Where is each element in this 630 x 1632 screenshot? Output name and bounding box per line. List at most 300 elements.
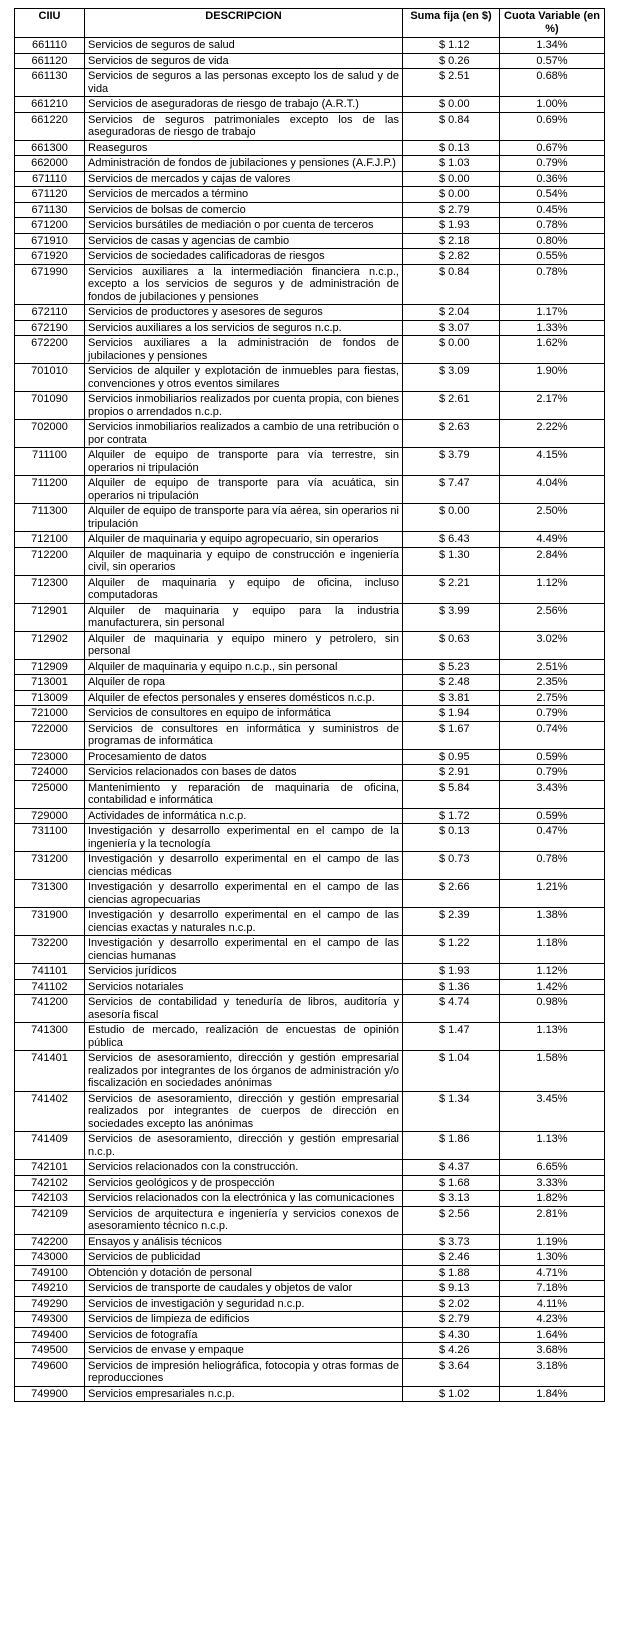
description-cell: Alquiler de ropa	[85, 675, 403, 691]
ciiu-code-cell: 741300	[15, 1023, 85, 1051]
suma-fija-cell: $ 0.84	[403, 264, 500, 305]
ciiu-code-cell: 672200	[15, 336, 85, 364]
table-row	[15, 1327, 605, 1343]
suma-fija-cell: $ 1.93	[403, 218, 500, 234]
ciiu-code-cell: 731300	[15, 880, 85, 908]
ciiu-code-cell: 741101	[15, 964, 85, 980]
table-row	[15, 1132, 605, 1160]
ciiu-code-cell: 712300	[15, 575, 85, 603]
table-row	[15, 156, 605, 172]
ciiu-code-cell: 713001	[15, 675, 85, 691]
ciiu-code-cell: 662000	[15, 156, 85, 172]
cuota-variable-cell: 4.15%	[500, 448, 605, 476]
cuota-variable-cell: 2.56%	[500, 603, 605, 631]
table-row	[15, 1312, 605, 1328]
ciiu-code-cell: 712909	[15, 659, 85, 675]
cuota-variable-cell: 0.78%	[500, 852, 605, 880]
table-row	[15, 964, 605, 980]
description-cell: Investigación y desarrollo experimental en el campo de las ciencias humanas	[85, 936, 403, 964]
description-cell: Servicios de bolsas de comercio	[85, 202, 403, 218]
description-cell: Servicios de arquitectura e ingeniería y servicios conexos de asesoramiento técnico n.c.p.	[85, 1206, 403, 1234]
description-cell: Estudio de mercado, realización de encuestas de opinión pública	[85, 1023, 403, 1051]
suma-fija-cell: $ 2.61	[403, 392, 500, 420]
description-cell: Reaseguros	[85, 140, 403, 156]
suma-fija-cell: $ 3.64	[403, 1358, 500, 1386]
rate-table	[14, 8, 605, 1402]
ciiu-code-cell: 701010	[15, 364, 85, 392]
cuota-variable-cell: 1.84%	[500, 1386, 605, 1402]
suma-fija-cell: $ 0.00	[403, 504, 500, 532]
cuota-variable-cell: 0.57%	[500, 53, 605, 69]
cuota-variable-cell: 0.79%	[500, 156, 605, 172]
suma-fija-cell: $ 4.26	[403, 1343, 500, 1359]
description-cell: Investigación y desarrollo experimental en el campo de las ciencias agropecuarias	[85, 880, 403, 908]
description-cell: Servicios de consultores en informática y suministros de programas de informática	[85, 721, 403, 749]
description-cell: Servicios de alquiler y explotación de inmuebles para fiestas, convenciones y otros eventos similares	[85, 364, 403, 392]
description-cell: Servicios notariales	[85, 979, 403, 995]
ciiu-code-cell: 702000	[15, 420, 85, 448]
table-row	[15, 749, 605, 765]
suma-fija-cell: $ 1.86	[403, 1132, 500, 1160]
table-header-row	[15, 9, 605, 38]
cuota-variable-cell: 1.58%	[500, 1051, 605, 1092]
table-row	[15, 218, 605, 234]
cuota-variable-cell: 0.80%	[500, 233, 605, 249]
description-cell: Alquiler de equipo de transporte para vía terrestre, sin operarios ni tripulación	[85, 448, 403, 476]
cuota-variable-cell: 0.36%	[500, 171, 605, 187]
table-row	[15, 675, 605, 691]
ciiu-code-cell: 672110	[15, 305, 85, 321]
suma-fija-cell: $ 2.46	[403, 1250, 500, 1266]
suma-fija-cell: $ 0.13	[403, 824, 500, 852]
ciiu-code-cell: 742102	[15, 1175, 85, 1191]
ciiu-code-cell: 661300	[15, 140, 85, 156]
description-cell: Servicios de aseguradoras de riesgo de trabajo (A.R.T.)	[85, 97, 403, 113]
description-cell: Administración de fondos de jubilaciones y pensiones (A.F.J.P.)	[85, 156, 403, 172]
cuota-variable-cell: 0.68%	[500, 69, 605, 97]
cuota-variable-cell: 1.12%	[500, 964, 605, 980]
cuota-variable-cell: 2.84%	[500, 547, 605, 575]
cuota-variable-cell: 3.02%	[500, 631, 605, 659]
suma-fija-cell: $ 1.93	[403, 964, 500, 980]
table-row	[15, 187, 605, 203]
description-cell: Investigación y desarrollo experimental en el campo de las ciencias médicas	[85, 852, 403, 880]
suma-fija-cell: $ 0.63	[403, 631, 500, 659]
description-cell: Servicios empresariales n.c.p.	[85, 1386, 403, 1402]
cuota-variable-cell: 1.90%	[500, 364, 605, 392]
description-cell: Servicios relacionados con la electrónica y las comunicaciones	[85, 1191, 403, 1207]
ciiu-code-cell: 741401	[15, 1051, 85, 1092]
table-row	[15, 880, 605, 908]
description-cell: Servicios relacionados con la construcción.	[85, 1160, 403, 1176]
cuota-variable-cell: 2.50%	[500, 504, 605, 532]
cuota-variable-cell: 0.47%	[500, 824, 605, 852]
table-row	[15, 504, 605, 532]
suma-fija-cell: $ 1.02	[403, 1386, 500, 1402]
suma-fija-cell: $ 3.79	[403, 448, 500, 476]
ciiu-code-cell: 671110	[15, 171, 85, 187]
table-row	[15, 808, 605, 824]
suma-fija-cell: $ 1.36	[403, 979, 500, 995]
cuota-variable-cell: 1.82%	[500, 1191, 605, 1207]
cuota-variable-cell: 1.19%	[500, 1234, 605, 1250]
ciiu-code-cell: 749210	[15, 1281, 85, 1297]
description-cell: Servicios de asesoramiento, dirección y gestión empresarial n.c.p.	[85, 1132, 403, 1160]
suma-fija-cell: $ 5.23	[403, 659, 500, 675]
description-cell: Investigación y desarrollo experimental en el campo de la ingeniería y la tecnología	[85, 824, 403, 852]
suma-fija-cell: $ 3.81	[403, 690, 500, 706]
ciiu-code-cell: 725000	[15, 780, 85, 808]
table-row	[15, 202, 605, 218]
table-row	[15, 824, 605, 852]
description-cell: Actividades de informática n.c.p.	[85, 808, 403, 824]
ciiu-code-cell: 671990	[15, 264, 85, 305]
table-row	[15, 264, 605, 305]
table-row	[15, 852, 605, 880]
table-row	[15, 690, 605, 706]
ciiu-code-cell: 743000	[15, 1250, 85, 1266]
header-suma-fija: Suma fija (en $)	[403, 9, 500, 38]
table-row	[15, 1023, 605, 1051]
description-cell: Servicios auxiliares a los servicios de seguros n.c.p.	[85, 320, 403, 336]
description-cell: Servicios de productores y asesores de seguros	[85, 305, 403, 321]
ciiu-code-cell: 671920	[15, 249, 85, 265]
cuota-variable-cell: 4.23%	[500, 1312, 605, 1328]
table-row	[15, 936, 605, 964]
description-cell: Procesamiento de datos	[85, 749, 403, 765]
suma-fija-cell: $ 2.79	[403, 1312, 500, 1328]
ciiu-code-cell: 732200	[15, 936, 85, 964]
table-row	[15, 908, 605, 936]
ciiu-code-cell: 741402	[15, 1091, 85, 1132]
ciiu-code-cell: 742103	[15, 1191, 85, 1207]
description-cell: Alquiler de maquinaria y equipo agropecuario, sin operarios	[85, 532, 403, 548]
suma-fija-cell: $ 2.18	[403, 233, 500, 249]
cuota-variable-cell: 0.79%	[500, 706, 605, 722]
description-cell: Servicios de impresión heliográfica, fotocopia y otras formas de reproducciones	[85, 1358, 403, 1386]
table-row	[15, 38, 605, 54]
ciiu-code-cell: 711300	[15, 504, 85, 532]
table-row	[15, 171, 605, 187]
cuota-variable-cell: 0.79%	[500, 765, 605, 781]
cuota-variable-cell: 4.04%	[500, 476, 605, 504]
table-row	[15, 305, 605, 321]
ciiu-code-cell: 749500	[15, 1343, 85, 1359]
suma-fija-cell: $ 3.73	[403, 1234, 500, 1250]
suma-fija-cell: $ 2.66	[403, 880, 500, 908]
cuota-variable-cell: 1.33%	[500, 320, 605, 336]
ciiu-code-cell: 671130	[15, 202, 85, 218]
table-body	[15, 38, 605, 1402]
ciiu-code-cell: 721000	[15, 706, 85, 722]
table-row	[15, 1206, 605, 1234]
suma-fija-cell: $ 1.22	[403, 936, 500, 964]
ciiu-code-cell: 731200	[15, 852, 85, 880]
description-cell: Alquiler de equipo de transporte para vía acuática, sin operarios ni tripulación	[85, 476, 403, 504]
description-cell: Servicios de mercados y cajas de valores	[85, 171, 403, 187]
table-row	[15, 575, 605, 603]
suma-fija-cell: $ 2.02	[403, 1296, 500, 1312]
description-cell: Servicios de limpieza de edificios	[85, 1312, 403, 1328]
ciiu-code-cell: 671910	[15, 233, 85, 249]
description-cell: Ensayos y análisis técnicos	[85, 1234, 403, 1250]
suma-fija-cell: $ 1.30	[403, 547, 500, 575]
table-row	[15, 320, 605, 336]
suma-fija-cell: $ 3.13	[403, 1191, 500, 1207]
suma-fija-cell: $ 2.82	[403, 249, 500, 265]
cuota-variable-cell: 0.54%	[500, 187, 605, 203]
ciiu-code-cell: 672190	[15, 320, 85, 336]
cuota-variable-cell: 2.75%	[500, 690, 605, 706]
suma-fija-cell: $ 0.95	[403, 749, 500, 765]
description-cell: Servicios de seguros de vida	[85, 53, 403, 69]
table-row	[15, 721, 605, 749]
description-cell: Servicios de envase y empaque	[85, 1343, 403, 1359]
ciiu-code-cell: 723000	[15, 749, 85, 765]
cuota-variable-cell: 1.18%	[500, 936, 605, 964]
table-row	[15, 979, 605, 995]
cuota-variable-cell: 1.64%	[500, 1327, 605, 1343]
table-row	[15, 249, 605, 265]
suma-fija-cell: $ 0.26	[403, 53, 500, 69]
ciiu-code-cell: 749400	[15, 1327, 85, 1343]
description-cell: Alquiler de equipo de transporte para vía aérea, sin operarios ni tripulación	[85, 504, 403, 532]
suma-fija-cell: $ 1.47	[403, 1023, 500, 1051]
description-cell: Servicios de fotografía	[85, 1327, 403, 1343]
table-row	[15, 631, 605, 659]
cuota-variable-cell: 1.34%	[500, 38, 605, 54]
suma-fija-cell: $ 2.39	[403, 908, 500, 936]
table-row	[15, 112, 605, 140]
cuota-variable-cell: 0.78%	[500, 218, 605, 234]
ciiu-code-cell: 661110	[15, 38, 85, 54]
suma-fija-cell: $ 2.21	[403, 575, 500, 603]
ciiu-code-cell: 712901	[15, 603, 85, 631]
table-row	[15, 659, 605, 675]
table-row	[15, 1250, 605, 1266]
table-row	[15, 1175, 605, 1191]
suma-fija-cell: $ 1.94	[403, 706, 500, 722]
ciiu-code-cell: 742200	[15, 1234, 85, 1250]
cuota-variable-cell: 1.17%	[500, 305, 605, 321]
description-cell: Servicios de sociedades calificadoras de riesgos	[85, 249, 403, 265]
table-row	[15, 1191, 605, 1207]
description-cell: Servicios jurídicos	[85, 964, 403, 980]
cuota-variable-cell: 2.22%	[500, 420, 605, 448]
description-cell: Servicios de consultores en equipo de informática	[85, 706, 403, 722]
description-cell: Servicios de transporte de caudales y objetos de valor	[85, 1281, 403, 1297]
description-cell: Alquiler de maquinaria y equipo minero y petrolero, sin personal	[85, 631, 403, 659]
table-row	[15, 780, 605, 808]
description-cell: Servicios de contabilidad y teneduría de libros, auditoría y asesoría fiscal	[85, 995, 403, 1023]
suma-fija-cell: $ 0.84	[403, 112, 500, 140]
table-row	[15, 1091, 605, 1132]
cuota-variable-cell: 0.98%	[500, 995, 605, 1023]
cuota-variable-cell: 1.42%	[500, 979, 605, 995]
description-cell: Servicios de mercados a término	[85, 187, 403, 203]
table-row	[15, 448, 605, 476]
header-descripcion: DESCRIPCION	[85, 9, 403, 38]
ciiu-code-cell: 741200	[15, 995, 85, 1023]
description-cell: Alquiler de maquinaria y equipo n.c.p., sin personal	[85, 659, 403, 675]
ciiu-code-cell: 749600	[15, 1358, 85, 1386]
table-row	[15, 1051, 605, 1092]
description-cell: Obtención y dotación de personal	[85, 1265, 403, 1281]
cuota-variable-cell: 1.38%	[500, 908, 605, 936]
ciiu-code-cell: 712200	[15, 547, 85, 575]
cuota-variable-cell: 6.65%	[500, 1160, 605, 1176]
suma-fija-cell: $ 6.43	[403, 532, 500, 548]
suma-fija-cell: $ 2.56	[403, 1206, 500, 1234]
ciiu-code-cell: 731900	[15, 908, 85, 936]
cuota-variable-cell: 4.71%	[500, 1265, 605, 1281]
table-row	[15, 532, 605, 548]
suma-fija-cell: $ 0.73	[403, 852, 500, 880]
cuota-variable-cell: 0.59%	[500, 749, 605, 765]
ciiu-code-cell: 661210	[15, 97, 85, 113]
ciiu-code-cell: 742101	[15, 1160, 85, 1176]
table-row	[15, 420, 605, 448]
cuota-variable-cell: 1.12%	[500, 575, 605, 603]
table-row	[15, 1281, 605, 1297]
cuota-variable-cell: 0.67%	[500, 140, 605, 156]
ciiu-code-cell: 742109	[15, 1206, 85, 1234]
ciiu-code-cell: 749300	[15, 1312, 85, 1328]
ciiu-code-cell: 724000	[15, 765, 85, 781]
table-row	[15, 53, 605, 69]
ciiu-code-cell: 661120	[15, 53, 85, 69]
table-row	[15, 1343, 605, 1359]
description-cell: Servicios de seguros de salud	[85, 38, 403, 54]
description-cell: Servicios inmobiliarios realizados a cambio de una retribución o por contrata	[85, 420, 403, 448]
cuota-variable-cell: 0.55%	[500, 249, 605, 265]
ciiu-code-cell: 711100	[15, 448, 85, 476]
description-cell: Alquiler de maquinaria y equipo de oficina, incluso computadoras	[85, 575, 403, 603]
description-cell: Investigación y desarrollo experimental en el campo de las ciencias exactas y naturales n.c.p.	[85, 908, 403, 936]
ciiu-code-cell: 749900	[15, 1386, 85, 1402]
description-cell: Alquiler de maquinaria y equipo de construcción e ingeniería civil, sin operarios	[85, 547, 403, 575]
suma-fija-cell: $ 5.84	[403, 780, 500, 808]
ciiu-code-cell: 713009	[15, 690, 85, 706]
suma-fija-cell: $ 2.04	[403, 305, 500, 321]
table-row	[15, 1160, 605, 1176]
table-row	[15, 603, 605, 631]
cuota-variable-cell: 1.13%	[500, 1023, 605, 1051]
cuota-variable-cell: 0.69%	[500, 112, 605, 140]
ciiu-code-cell: 712100	[15, 532, 85, 548]
description-cell: Alquiler de efectos personales y enseres domésticos n.c.p.	[85, 690, 403, 706]
cuota-variable-cell: 0.59%	[500, 808, 605, 824]
suma-fija-cell: $ 9.13	[403, 1281, 500, 1297]
suma-fija-cell: $ 1.67	[403, 721, 500, 749]
suma-fija-cell: $ 1.12	[403, 38, 500, 54]
description-cell: Servicios de seguros patrimoniales excepto los de las aseguradoras de riesgo de trabajo	[85, 112, 403, 140]
header-ciiu: CIIU	[15, 9, 85, 38]
suma-fija-cell: $ 3.07	[403, 320, 500, 336]
cuota-variable-cell: 4.49%	[500, 532, 605, 548]
table-row	[15, 140, 605, 156]
table-row	[15, 392, 605, 420]
suma-fija-cell: $ 2.79	[403, 202, 500, 218]
table-row	[15, 706, 605, 722]
suma-fija-cell: $ 2.48	[403, 675, 500, 691]
description-cell: Servicios de seguros a las personas excepto los de salud y de vida	[85, 69, 403, 97]
description-cell: Servicios de publicidad	[85, 1250, 403, 1266]
suma-fija-cell: $ 1.68	[403, 1175, 500, 1191]
cuota-variable-cell: 1.21%	[500, 880, 605, 908]
cuota-variable-cell: 3.68%	[500, 1343, 605, 1359]
cuota-variable-cell: 0.78%	[500, 264, 605, 305]
cuota-variable-cell: 0.74%	[500, 721, 605, 749]
ciiu-code-cell: 749290	[15, 1296, 85, 1312]
table-row	[15, 336, 605, 364]
cuota-variable-cell: 2.35%	[500, 675, 605, 691]
suma-fija-cell: $ 2.51	[403, 69, 500, 97]
cuota-variable-cell: 1.13%	[500, 1132, 605, 1160]
ciiu-code-cell: 661130	[15, 69, 85, 97]
table-row	[15, 69, 605, 97]
suma-fija-cell: $ 2.91	[403, 765, 500, 781]
suma-fija-cell: $ 1.88	[403, 1265, 500, 1281]
cuota-variable-cell: 0.45%	[500, 202, 605, 218]
suma-fija-cell: $ 4.74	[403, 995, 500, 1023]
cuota-variable-cell: 3.33%	[500, 1175, 605, 1191]
suma-fija-cell: $ 2.63	[403, 420, 500, 448]
suma-fija-cell: $ 1.04	[403, 1051, 500, 1092]
ciiu-code-cell: 731100	[15, 824, 85, 852]
description-cell: Servicios inmobiliarios realizados por cuenta propia, con bienes propios o arrendados n.c.p.	[85, 392, 403, 420]
header-cuota-variable: Cuota Variable (en %)	[500, 9, 605, 38]
table-row	[15, 364, 605, 392]
description-cell: Mantenimiento y reparación de maquinaria de oficina, contabilidad e informática	[85, 780, 403, 808]
suma-fija-cell: $ 0.00	[403, 187, 500, 203]
suma-fija-cell: $ 4.30	[403, 1327, 500, 1343]
cuota-variable-cell: 3.43%	[500, 780, 605, 808]
cuota-variable-cell: 3.18%	[500, 1358, 605, 1386]
table-row	[15, 995, 605, 1023]
description-cell: Servicios de asesoramiento, dirección y gestión empresarial realizados por integrantes de cuerpos de dirección en sociedades excepto las anónimas	[85, 1091, 403, 1132]
suma-fija-cell: $ 3.99	[403, 603, 500, 631]
cuota-variable-cell: 2.51%	[500, 659, 605, 675]
cuota-variable-cell: 1.30%	[500, 1250, 605, 1266]
ciiu-code-cell: 701090	[15, 392, 85, 420]
description-cell: Servicios de asesoramiento, dirección y gestión empresarial realizados por integrantes de los órganos de administración y/o fiscalización en sociedades anónimas	[85, 1051, 403, 1092]
cuota-variable-cell: 3.45%	[500, 1091, 605, 1132]
description-cell: Servicios bursátiles de mediación o por cuenta de terceros	[85, 218, 403, 234]
ciiu-code-cell: 741409	[15, 1132, 85, 1160]
cuota-variable-cell: 1.00%	[500, 97, 605, 113]
table-row	[15, 97, 605, 113]
description-cell: Servicios de casas y agencias de cambio	[85, 233, 403, 249]
description-cell: Alquiler de maquinaria y equipo para la industria manufacturera, sin personal	[85, 603, 403, 631]
ciiu-code-cell: 741102	[15, 979, 85, 995]
suma-fija-cell: $ 0.13	[403, 140, 500, 156]
ciiu-code-cell: 722000	[15, 721, 85, 749]
ciiu-code-cell: 729000	[15, 808, 85, 824]
cuota-variable-cell: 4.11%	[500, 1296, 605, 1312]
suma-fija-cell: $ 3.09	[403, 364, 500, 392]
table-row	[15, 1296, 605, 1312]
suma-fija-cell: $ 1.03	[403, 156, 500, 172]
table-row	[15, 1386, 605, 1402]
ciiu-code-cell: 671200	[15, 218, 85, 234]
cuota-variable-cell: 2.81%	[500, 1206, 605, 1234]
description-cell: Servicios de investigación y seguridad n.c.p.	[85, 1296, 403, 1312]
ciiu-code-cell: 711200	[15, 476, 85, 504]
suma-fija-cell: $ 4.37	[403, 1160, 500, 1176]
ciiu-code-cell: 712902	[15, 631, 85, 659]
suma-fija-cell: $ 0.00	[403, 336, 500, 364]
